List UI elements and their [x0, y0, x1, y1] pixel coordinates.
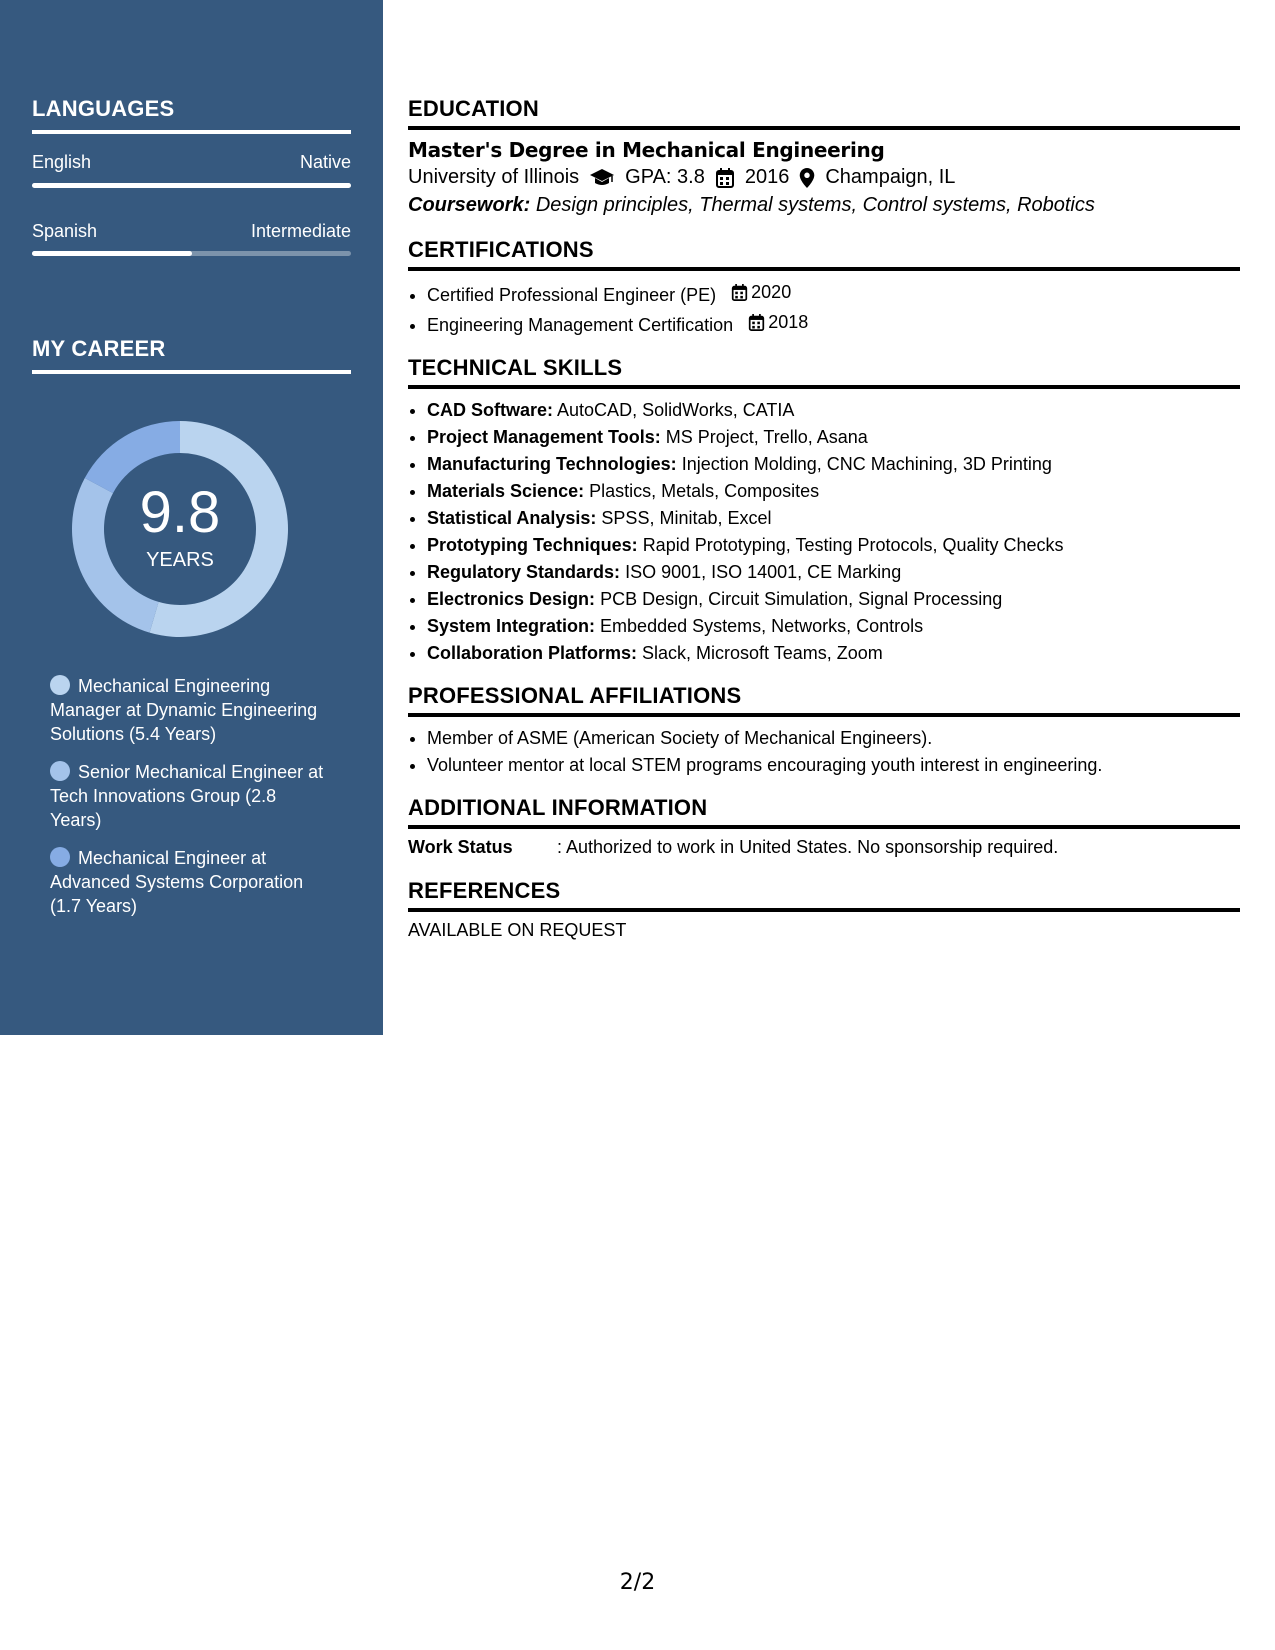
skill-label: Project Management Tools:	[427, 427, 661, 447]
skill-label: CAD Software:	[427, 400, 554, 420]
coursework	[408, 194, 1240, 217]
career-item-text: Mechanical Engineer at Advanced Systems Corporation (1.7 Years)	[50, 848, 304, 916]
skill-label: Materials Science:	[427, 481, 585, 501]
calendar-icon	[715, 168, 735, 188]
legend-dot-icon	[50, 847, 70, 867]
skill-item	[427, 397, 1240, 424]
certifications-list	[408, 279, 1240, 339]
skill-value: AutoCAD, SolidWorks, CATIA	[557, 400, 795, 420]
skill-label: Statistical Analysis:	[427, 508, 597, 528]
certification-name: Engineering Management Certification	[427, 315, 734, 335]
graduation-year: 2016	[744, 166, 790, 188]
language-level: Native	[299, 152, 351, 172]
location-pin-icon	[799, 168, 815, 188]
certifications-heading: CERTIFICATIONS	[408, 237, 1240, 271]
language-bar-english	[32, 183, 351, 188]
language-bar-fill	[32, 251, 192, 256]
skill-item	[427, 559, 1240, 586]
skill-item	[427, 451, 1240, 478]
certification-item	[427, 279, 1240, 309]
skill-value: Injection Molding, CNC Machining, 3D Printing	[681, 454, 1052, 474]
skill-item	[427, 532, 1240, 559]
main-content	[408, 96, 1240, 941]
degree-title: Master's Degree in Mechanical Engineering	[408, 138, 885, 162]
career-item	[50, 674, 325, 746]
education-heading: EDUCATION	[408, 96, 1240, 130]
affiliations-heading: PROFESSIONAL AFFILIATIONS	[408, 683, 1240, 717]
affiliation-item: • Volunteer mentor at local STEM programs encouraging youth interest in engineering.	[427, 752, 1240, 779]
work-status-label: Work Status	[408, 837, 513, 857]
certification-year: 2018	[768, 312, 809, 332]
skill-label: Manufacturing Technologies:	[427, 454, 677, 474]
skill-item	[427, 640, 1240, 667]
work-status-value: : Authorized to work in United States. No sponsorship required.	[557, 837, 1059, 857]
graduation-cap-icon	[589, 168, 615, 188]
work-status	[408, 837, 1240, 858]
education-details	[408, 166, 1240, 189]
language-name: English	[32, 152, 92, 172]
school-name: University of Illinois	[408, 166, 580, 188]
coursework-label: Coursework:	[408, 194, 531, 216]
skill-item	[427, 505, 1240, 532]
career-total-label: YEARS	[146, 549, 214, 571]
calendar-icon	[731, 284, 748, 301]
references-text: AVAILABLE ON REQUEST	[408, 920, 627, 940]
coursework-list: Design principles, Thermal systems, Control systems, Robotics	[535, 194, 1095, 216]
language-row-spanish	[32, 221, 351, 242]
additional-info-heading: ADDITIONAL INFORMATION	[408, 795, 1240, 829]
career-item-text: Mechanical Engineering Manager at Dynamic Engineering Solutions (5.4 Years)	[50, 676, 318, 744]
legend-dot-icon	[50, 761, 70, 781]
career-item	[50, 846, 325, 918]
certification-date	[731, 279, 791, 306]
language-bar-spanish	[32, 251, 351, 256]
languages-heading: LANGUAGES	[32, 96, 351, 134]
references-heading: REFERENCES	[408, 878, 1240, 912]
legend-dot-icon	[50, 675, 70, 695]
skills-list	[408, 397, 1240, 667]
sidebar	[0, 0, 383, 1035]
career-list	[50, 674, 325, 932]
skill-value: ISO 9001, ISO 14001, CE Marking	[625, 562, 902, 582]
calendar-icon	[748, 314, 765, 331]
language-row-english	[32, 152, 351, 173]
skill-label: Collaboration Platforms:	[427, 643, 638, 663]
affiliation-item: • Member of ASME (American Society of Mechanical Engineers).	[427, 725, 1240, 752]
school-location: Champaign, IL	[825, 166, 956, 188]
skill-label: Electronics Design:	[427, 589, 596, 609]
skill-item	[427, 613, 1240, 640]
certification-year: 2020	[751, 282, 792, 302]
certification-item	[427, 309, 1240, 339]
skill-value: SPSS, Minitab, Excel	[601, 508, 772, 528]
career-item-text: Senior Mechanical Engineer at Tech Innovations Group (2.8 Years)	[50, 762, 324, 830]
skill-label: Regulatory Standards:	[427, 562, 621, 582]
skill-item	[427, 586, 1240, 613]
career-item	[50, 760, 325, 832]
certification-date	[748, 309, 808, 336]
skill-value: Slack, Microsoft Teams, Zoom	[642, 643, 883, 663]
affiliations-list	[408, 725, 1240, 779]
skill-item	[427, 478, 1240, 505]
language-name: Spanish	[32, 221, 98, 241]
language-bar-fill	[32, 183, 351, 188]
career-total-years: 9.8	[139, 480, 221, 545]
career-heading: MY CAREER	[32, 336, 351, 374]
skill-value: Plastics, Metals, Composites	[589, 481, 820, 501]
skill-label: System Integration:	[427, 616, 596, 636]
certification-name: Certified Professional Engineer (PE)	[427, 285, 717, 305]
skill-label: Prototyping Techniques:	[427, 535, 638, 555]
skill-value: Rapid Prototyping, Testing Protocols, Quality Checks	[642, 535, 1064, 555]
skill-value: PCB Design, Circuit Simulation, Signal Processing	[600, 589, 1003, 609]
language-level: Intermediate	[250, 221, 351, 241]
skill-value: Embedded Systems, Networks, Controls	[600, 616, 924, 636]
gpa: GPA: 3.8	[625, 166, 705, 188]
skills-heading: TECHNICAL SKILLS	[408, 355, 1240, 389]
page-number: 2/2	[619, 1570, 656, 1595]
skill-item	[427, 424, 1240, 451]
skill-value: MS Project, Trello, Asana	[665, 427, 868, 447]
